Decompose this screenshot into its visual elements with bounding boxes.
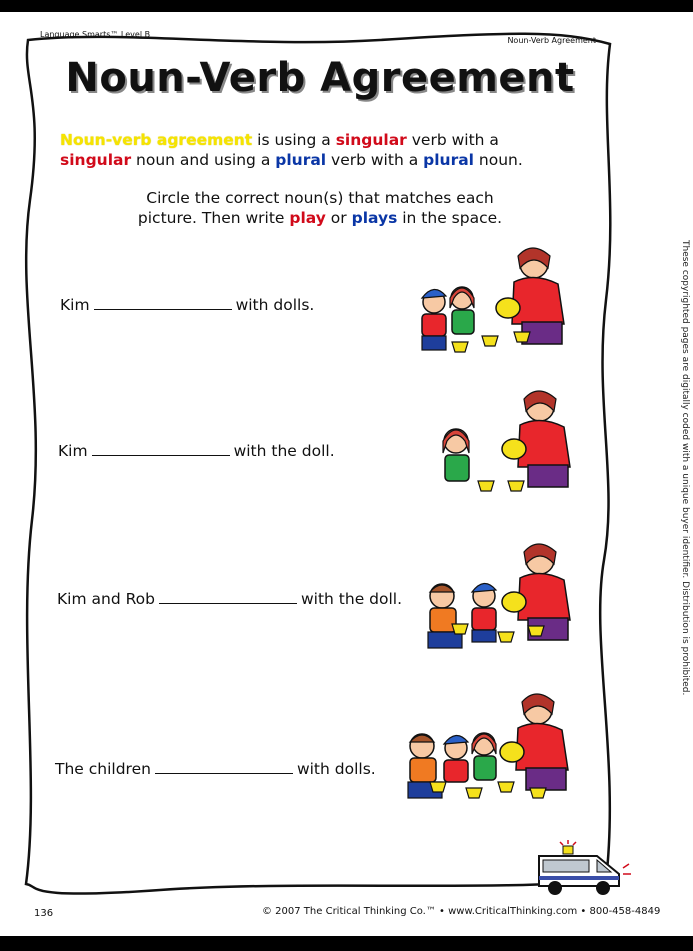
illustration-kim-with-dolls [412, 242, 582, 360]
exercise-item-3: Kim and Rob with the doll. [57, 590, 403, 608]
doll-icon [472, 733, 496, 780]
answer-blank[interactable] [92, 441, 230, 456]
answer-blank[interactable] [155, 759, 293, 774]
woman-pouring-tea-icon [502, 391, 570, 487]
bottom-border [0, 936, 693, 951]
answer-blank[interactable] [94, 295, 232, 310]
teacups-icon [452, 332, 530, 352]
term-highlight: Noun-verb agreement [60, 131, 253, 149]
header-book-title: Language Smarts™ Level B [40, 30, 151, 39]
illustration-kim-with-doll [436, 385, 586, 500]
instructions: Circle the correct noun(s) that matches each picture. Then write play or plays in the space. [137, 189, 503, 227]
boy-kneeling-icon [428, 584, 462, 648]
doll-icon [450, 287, 474, 334]
side-copyright-note: These copyrighted pages are digitally coded with a unique buyer identifier. Distribution is prohibited. [680, 240, 690, 696]
illustration-the-children [402, 690, 582, 812]
boy-icon [444, 735, 468, 782]
exercise-item-4: The children with dolls. [55, 760, 376, 778]
woman-pouring-tea-icon [500, 694, 568, 790]
illustration-kim-and-rob [424, 540, 586, 660]
word-plays: plays [351, 209, 398, 227]
woman-pouring-tea-icon [496, 248, 564, 344]
teacups-icon [478, 481, 524, 491]
page-number: 136 [34, 908, 54, 919]
word-play: play [289, 209, 326, 227]
boy-icon [472, 583, 496, 642]
header-lesson-title: Noun-Verb Agreement [507, 36, 596, 45]
doll-icon [443, 429, 469, 481]
exercise-item-1: Kim with dolls. [60, 296, 315, 314]
footer-copyright: © 2007 The Critical Thinking Co.™ • www.CriticalThinking.com • 800-458-4849 [262, 906, 661, 917]
boy-icon [422, 289, 446, 350]
exercise-item-2: Kim with the doll. [58, 442, 335, 460]
van-icon [533, 838, 633, 896]
answer-blank[interactable] [159, 589, 297, 604]
intro-paragraph: Noun-verb agreement is using a singular verb with a singular noun and using a plural verb with a plural noun. [60, 131, 523, 169]
page-title: Noun-Verb Agreement [65, 55, 575, 101]
